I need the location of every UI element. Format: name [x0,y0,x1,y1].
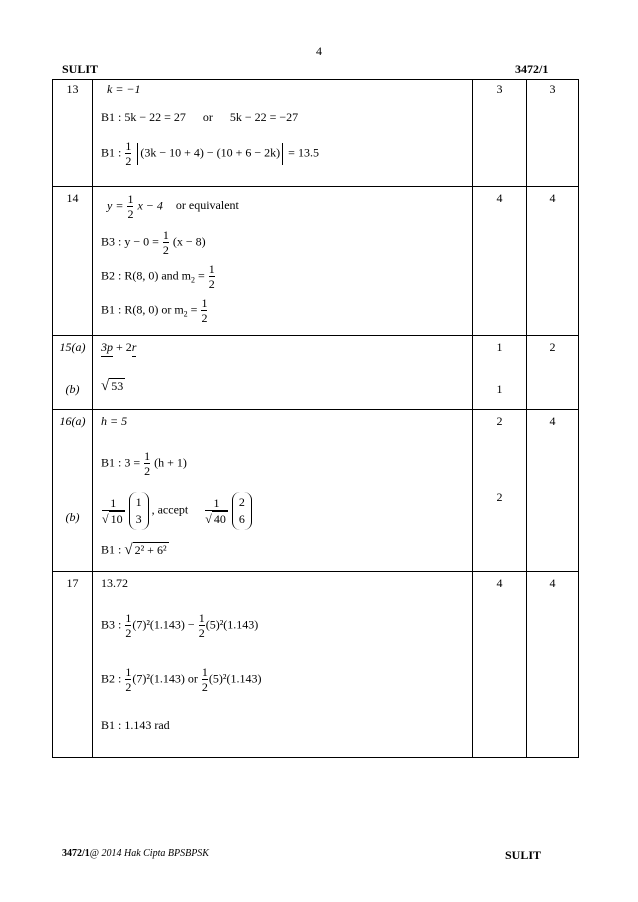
answer-b: √ 53 [101,378,124,394]
sub-marks-a: 1 [496,340,503,354]
b3-working: B3 : y − 0 = $\frac{1}{2}$ (x − 8) [101,228,206,257]
question-number-b: (b) [65,510,80,524]
question-number-a: 16(a) [59,414,86,428]
question-number: 17 [66,576,79,590]
b1-working: B1 : R(8, 0) or $m_2$ = $\frac{1}{2}$ [101,296,208,325]
table-row [53,572,579,758]
sub-marks: 4 [496,191,503,205]
marking-scheme-table [52,79,579,758]
sub-marks-b: 2 [496,490,503,504]
b2-working: B2 : $\frac{1}{2}$ (7)²(1.143) or $\frac{1}{2}$ (5)²(1.143) [101,665,262,694]
total-marks: 2 [549,340,556,354]
b1-working-b: B1 : $\frac{1}{2}$ (3k − 10 + 4) − (10 + 6 − 2k) = 13.5 [101,139,319,168]
sub-marks-b: 1 [496,382,503,396]
b3-working: B3 : $\frac{1}{2}$ (7)²(1.143) − $\frac{1}{2}$ (5)²(1.143) [101,611,259,640]
answer-b: $\frac{1}{√ 10}$ 1 3 , accept $\frac{1}{√ 40}$ 2 6 [101,492,252,530]
final-answer: y = $\frac{1}{2}$ x − 4 or equivalent [107,192,239,221]
footer-copyright: 3472/1@ 2014 Hak Cipta BPSBPSK [62,848,209,859]
page-number: 4 [316,44,322,58]
total-marks: 4 [549,414,556,428]
sub-marks-a: 2 [496,414,503,428]
total-marks: 4 [549,191,556,205]
b1-working: B1 : 1.143 rad [101,718,170,732]
sub-marks: 3 [496,82,503,96]
total-marks: 4 [549,576,556,590]
b2-working: B2 : R(8, 0) and $m_2$ = $\frac{1}{2}$ [101,262,215,291]
question-number-b: (b) [65,382,80,396]
header-sulit: SULIT [62,62,99,76]
total-marks: 3 [549,82,556,96]
b1-working-a: B1 : 3 = $\frac{1}{2}$ (h + 1) [101,449,187,478]
answer-a: h = 5 [101,414,128,428]
final-answer: k = −1 [107,82,141,96]
table-row [53,80,579,187]
header-paper-code: 3472/1 [515,62,549,76]
sub-marks: 4 [496,576,503,590]
question-number: 14 [66,191,79,205]
question-number-a: 15(a) [59,340,86,354]
table-row [53,187,579,336]
table-row [53,336,579,410]
final-answer: 13.72 [101,576,128,590]
footer-sulit: SULIT [505,848,542,862]
b1-working-a: B1 : 5k − 22 = 27 or 5k − 22 = −27 [101,110,299,124]
answer-a: 3p + 2r [101,340,137,354]
table-row [53,410,579,572]
b1-working-b: B1 : √ 2² + 6² [101,542,167,558]
question-number: 13 [66,82,79,96]
